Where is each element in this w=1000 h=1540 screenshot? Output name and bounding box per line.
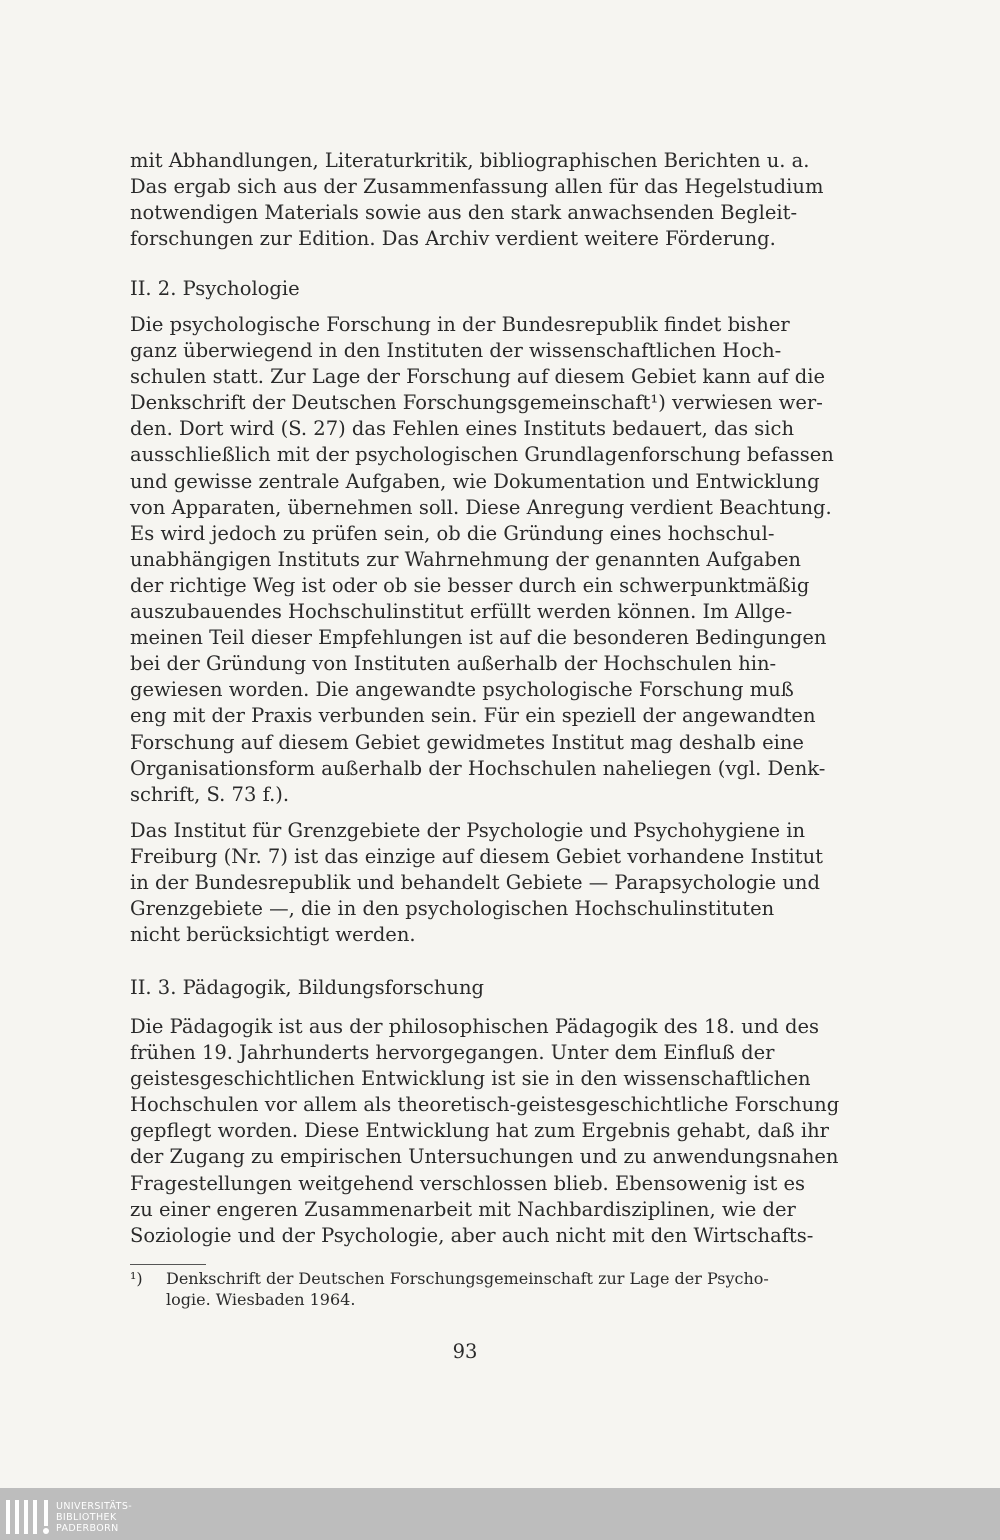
text-line: Die psychologische Forschung in der Bundesrepublik findet bisher [130,313,790,336]
text-line: Grenzgebiete —, die in den psychologischen Hochschulinstituten [130,897,775,921]
text-line: auszubauendes Hochschulinstitut erfüllt werden können. Im Allge- [130,600,793,624]
text-line: Denkschrift der Deutschen Forschungsgemeinschaft¹) verwiesen wer- [130,391,823,415]
text-line: gewiesen worden. Die angewandte psychologische Forschung muß [130,678,794,702]
text-line: Hochschulen vor allem als theoretisch-geistesgeschichtliche Forschung [130,1093,840,1117]
text-line: den. Dort wird (S. 27) das Fehlen eines Instituts bedauert, das sich [130,417,795,441]
text-line: der Zugang zu empirischen Untersuchungen und zu anwendungsnahen [130,1145,839,1169]
text-line: gepflegt worden. Diese Entwicklung hat zum Ergebnis gehabt, daß ihr [130,1119,829,1143]
library-footer-bar [0,1488,1000,1540]
text-line: forschungen zur Edition. Das Archiv verdient weitere Förderung. [130,227,776,251]
text-line: unabhängigen Instituts zur Wahrnehmung der genannten Aufgaben [130,547,801,571]
footnote-marker: ¹) [130,1269,143,1288]
text-line: notwendigen Materials sowie aus den stark anwachsenden Begleit- [130,201,798,225]
section-heading-paedagogik: II. 3. Pädagogik, Bildungsforschung [130,976,484,999]
library-name-line: PADERBORN [56,1523,119,1534]
text-line: geistesgeschichtlichen Entwicklung ist sie in den wissenschaftlichen [130,1067,811,1091]
text-line: zu einer engeren Zusammenarbeit mit Nachbardisziplinen, wie der [130,1197,796,1221]
text-line: ausschließlich mit der psychologischen Grundlagenforschung befassen [130,443,834,467]
text-line: frühen 19. Jahrhunderts hervorgegangen. Unter dem Einfluß der [130,1041,775,1065]
text-line: Freiburg (Nr. 7) ist das einzige auf diesem Gebiet vorhandene Institut [130,845,824,869]
text-line: Es wird jedoch zu prüfen sein, ob die Gründung eines hochschul- [130,521,775,545]
footnote-line: Denkschrift der Deutschen Forschungsgemeinschaft zur Lage der Psycho- [166,1269,769,1288]
text-line: Forschung auf diesem Gebiet gewidmetes Institut mag deshalb eine [130,730,804,754]
library-name [56,1501,132,1534]
text-line: in der Bundesrepublik und behandelt Gebiete — Parapsychologie und [130,871,820,895]
footnote-line: logie. Wiesbaden 1964. [166,1290,356,1309]
text-line: bei der Gründung von Instituten außerhalb der Hochschulen hin- [130,652,777,676]
paragraph-psychologie-2 [130,818,824,948]
paragraph-psychologie-1 [130,312,834,808]
text-line: ganz überwiegend in den Instituten der wissenschaftlichen Hoch- [130,339,782,363]
paragraph-intro [130,148,824,252]
text-line: Fragestellungen weitgehend verschlossen blieb. Ebensowenig ist es [130,1171,806,1195]
text-line: Soziologie und der Psychologie, aber auch nicht mit den Wirtschafts- [130,1223,814,1247]
footnote-divider [130,1264,206,1265]
text-line: Das ergab sich aus der Zusammenfassung allen für das Hegelstudium [130,175,824,199]
text-line: Das Institut für Grenzgebiete der Psychologie und Psychohygiene in [130,819,806,842]
text-line: schrift, S. 73 f.). [130,782,290,806]
page-number: 93 [452,1340,478,1363]
section-heading-psychologie: II. 2. Psychologie [130,277,300,300]
text-line: schulen statt. Zur Lage der Forschung auf diesem Gebiet kann auf die [130,365,826,389]
text-line: der richtige Weg ist oder ob sie besser durch ein schwerpunktmäßig [130,573,810,597]
text-line: eng mit der Praxis verbunden sein. Für ein speziell der angewandten [130,704,816,728]
text-line: Organisationsform außerhalb der Hochschulen naheliegen (vgl. Denk- [130,756,826,780]
library-name-line: UNIVERSITÄTS- [56,1501,133,1512]
library-logo-icon [6,1494,52,1534]
text-line: von Apparaten, übernehmen soll. Diese Anregung verdient Beachtung. [130,495,832,519]
paragraph-paedagogik-1 [130,1014,840,1249]
text-line: und gewisse zentrale Aufgaben, wie Dokumentation und Entwicklung [130,469,820,493]
text-line: meinen Teil dieser Empfehlungen ist auf die besonderen Bedingungen [130,626,827,650]
text-line: Die Pädagogik ist aus der philosophischen Pädagogik des 18. und des [130,1015,820,1038]
text-line: nicht berücksichtigt werden. [130,923,416,947]
footnote-text [166,1268,810,1310]
library-name-line: BIBLIOTHEK [56,1512,117,1523]
footnote [130,1268,810,1310]
text-line: mit Abhandlungen, Literaturkritik, bibliographischen Berichten u. a. [130,149,810,172]
